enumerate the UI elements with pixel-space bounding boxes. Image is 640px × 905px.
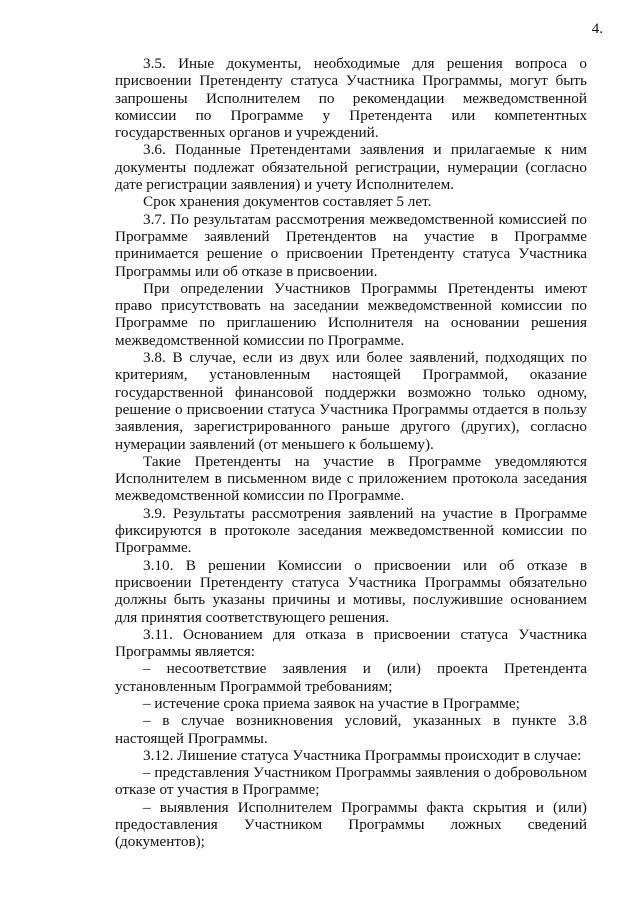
- paragraph-3-9: 3.9. Результаты рассмотрения заявлений на участие в Программе фиксируются в протоколе заседания межведомственной комиссии по Программе.: [115, 504, 587, 557]
- paragraph-3-12: 3.12. Лишение статуса Участника Программы происходит в случае:: [143, 746, 582, 764]
- paragraph-3-6: 3.6. Поданные Претендентами заявления и прилагаемые к ним документы подлежат обязательной регистрации, нумерации (согласно дате регистрации заявления) и учету Исполнителем.: [115, 141, 587, 194]
- list-item-nonconformity: – несоответствие заявления и (или) проекта Претендента установленным Программой требованиям;: [115, 660, 587, 695]
- document-body: [115, 55, 587, 851]
- page-number: 4.: [591, 21, 603, 37]
- list-item-voluntary-withdrawal: – представления Участником Программы заявления о добровольном отказе от участия в Программе;: [115, 764, 587, 799]
- paragraph-notification: Такие Претенденты на участие в Программе уведомляются Исполнителем в письменном виде с приложением протокола заседания межведомственной комиссии по Программе.: [115, 452, 587, 505]
- list-item-deadline-expired: – истечение срока приема заявок на участие в Программе;: [143, 694, 520, 712]
- paragraph-3-8: 3.8. В случае, если из двух или более заявлений, подходящих по критериям, установленным настоящей Программой, оказание государственной финансовой поддержки возможно только одному, решение о присвоении статуса Участника Программы отдается в пользу заявления, зарегистрированного раньше другого (других), согласно нумерации заявлений (от меньшего к большему).: [115, 349, 587, 453]
- paragraph-3-5: 3.5. Иные документы, необходимые для решения вопроса о присвоении Претенденту статуса Участника Программы, могут быть запрошены Исполнителем по рекомендации межведомственной комиссии по Программе у Претендента или компетентных государственных органов и учреждений.: [115, 55, 587, 142]
- list-item-clause-3-8: – в случае возникновения условий, указанных в пункте 3.8 настоящей Программы.: [115, 712, 587, 747]
- paragraph-storage-term: Срок хранения документов составляет 5 лет.: [143, 193, 432, 211]
- paragraph-3-11: 3.11. Основанием для отказа в присвоении статуса Участника Программы является:: [115, 625, 587, 661]
- paragraph-participants-attendance: При определении Участников Программы Претенденты имеют право присутствовать на заседании межведомственной комиссии по Программе по приглашению Исполнителя на основании решения межведомственной комиссии по Программе.: [115, 279, 587, 349]
- paragraph-3-7: 3.7. По результатам рассмотрения межведомственной комиссией по Программе заявлений Претендентов на участие в Программе принимается решение о присвоении Претенденту статуса Участника Программы или об отказе в присвоении.: [115, 210, 587, 280]
- list-item-false-information: – выявления Исполнителем Программы факта скрытия и (или) предоставления Участником Программы ложных сведений (документов);: [115, 798, 587, 851]
- paragraph-3-10: 3.10. В решении Комиссии о присвоении или об отказе в присвоении Претенденту статуса Участника Программы обязательно должны быть указаны причины и мотивы, послужившие основанием для принятия соответствующего решения.: [115, 556, 587, 626]
